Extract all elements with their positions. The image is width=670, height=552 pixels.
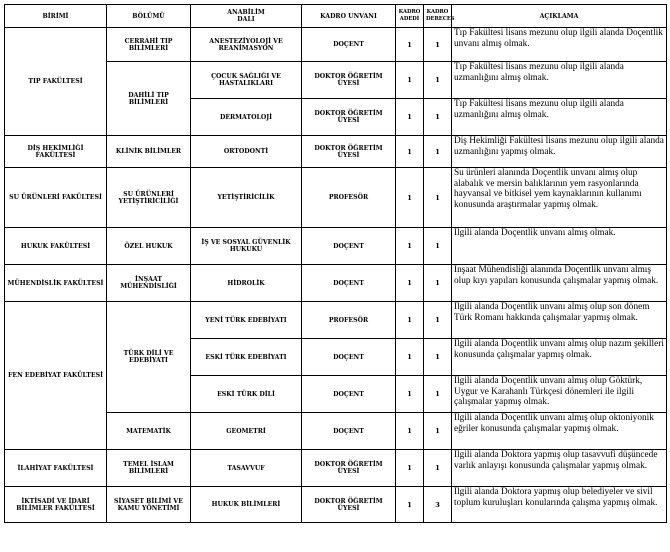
unit-cell: SU ÜRÜNLERİ FAKÜLTESİ [5, 168, 107, 228]
header-anabilim-dali [191, 5, 302, 28]
header-anabilim-line2: DALI [237, 16, 255, 23]
kadro-derecesi-cell: 1 [424, 28, 452, 62]
department-cell: İNŞAAT MÜHENDİSLİĞİ [107, 265, 191, 302]
aciklama-cell: Su ürünleri alanında Doçentlik unvanı almış olup alabalık ve mersin balıklarının yem rasyonlarında hayvansal ve bitkisel yem kaynaklarının kullanımı konusunda araştırmalar yapmış olmak. [452, 168, 667, 228]
aciklama-cell: İlgili alanda Doçentlik unvanı almış olup oktoniyonik eğriler konusunda çalışmalar yapmış olmak. [452, 413, 667, 450]
anabilim-cell: ÇOCUK SAĞLIĞI VE HASTALIKLARI [191, 62, 302, 99]
kadro-unvani-cell: DOKTOR ÖĞRETİM ÜYESİ [302, 487, 396, 523]
header-row [5, 5, 667, 28]
table-row [5, 265, 667, 302]
kadro-adedi-cell: 1 [396, 228, 424, 265]
table-row [5, 136, 667, 168]
kadro-adedi-cell: 1 [396, 339, 424, 376]
kadro-unvani-cell: DOKTOR ÖĞRETİM ÜYESİ [302, 99, 396, 136]
kadro-derecesi-cell: 1 [424, 376, 452, 413]
kadro-unvani-cell: DOÇENT [302, 339, 396, 376]
aciklama-cell: İlgili alanda Doktora yapmış olup belediyeler ve sivil toplum kuruluşları konularında çalışma yapmış olmak. [452, 487, 667, 523]
anabilim-cell: HUKUK BİLİMLERİ [191, 487, 302, 523]
department-cell: ÖZEL HUKUK [107, 228, 191, 265]
kadro-unvani-cell: DOÇENT [302, 265, 396, 302]
header-kadro-unvani: KADRO UNVANI [302, 5, 396, 28]
unit-cell: HUKUK FAKÜLTESİ [5, 228, 107, 265]
kadro-derecesi-cell: 1 [424, 136, 452, 168]
department-cell: TÜRK DİLİ VE EDEBİYATI [107, 302, 191, 413]
kadro-unvani-cell: DOÇENT [302, 376, 396, 413]
kadro-adedi-cell: 1 [396, 487, 424, 523]
kadro-adedi-cell: 1 [396, 265, 424, 302]
kadro-unvani-cell: DOÇENT [302, 28, 396, 62]
kadro-derecesi-cell: 1 [424, 450, 452, 487]
anabilim-cell: ESKİ TÜRK DİLİ [191, 376, 302, 413]
kadro-adedi-cell: 1 [396, 413, 424, 450]
kadro-derecesi-cell: 1 [424, 62, 452, 99]
kadro-unvani-cell: DOÇENT [302, 413, 396, 450]
header-kadro-derecesi-line2: DERECES [426, 16, 455, 22]
department-cell: TEMEL İSLAM BİLİMLERİ [107, 450, 191, 487]
department-cell: MATEMATİK [107, 413, 191, 450]
kadro-adedi-cell: 1 [396, 99, 424, 136]
kadro-adedi-cell: 1 [396, 450, 424, 487]
header-kadro-derecesi [424, 5, 455, 28]
table-row [5, 168, 667, 228]
aciklama-cell: İlgili alanda Doçentlik unvanı almış olup nazım şekilleri konusunda çalışmalar yapmış olmak. [452, 339, 667, 376]
anabilim-cell: ANESTEZİYOLOJİ VE REANİMASYON [191, 28, 302, 62]
kadro-unvani-cell: PROFESÖR [302, 302, 396, 339]
kadro-derecesi-cell: 1 [424, 302, 452, 339]
kadro-derecesi-cell: 1 [424, 265, 452, 302]
aciklama-cell: İlgili alanda Doçentlik unvanı almış olup son dönem Türk Romanı hakkında çalışmalar yapmış olmak. [452, 302, 667, 339]
kadro-derecesi-cell: 1 [424, 99, 452, 136]
aciklama-cell: Tıp Fakültesi lisans mezunu olup ilgili alanda uzmanlığını almış olmak. [452, 62, 667, 99]
header-kadro-adedi-line1: KADRO [398, 9, 421, 15]
unit-cell: İKTİSADİ VE İDARİ BİLİMLER FAKÜLTESİ [5, 487, 107, 523]
department-cell: SİYASET BİLİMİ VE KAMU YÖNETİMİ [107, 487, 191, 523]
kadro-unvani-cell: DOKTOR ÖĞRETİM ÜYESİ [302, 136, 396, 168]
anabilim-cell: TASAVVUF [191, 450, 302, 487]
kadro-derecesi-cell: 3 [424, 487, 452, 523]
header-aciklama: AÇIKLAMA [452, 5, 667, 28]
aciklama-cell: İlgili alanda Doçentlik unvanı almış olup Göktürk, Uygur ve Karahanlı Türkçesi dönemleri ile ilgili çalışmalar yapmış olmak. [452, 376, 667, 413]
aciklama-cell: Diş Hekimliği Fakültesi lisans mezunu olup ilgili alanda uzmanlığını yapmış olmak. [452, 136, 667, 168]
header-kadro-adedi-line2: ADEDİ [399, 16, 420, 22]
department-cell: DAHİLİ TIP BİLİMLERİ [107, 62, 191, 136]
kadro-derecesi-cell: 1 [424, 168, 452, 228]
kadro-unvani-cell: DOÇENT [302, 228, 396, 265]
header-bolumu: BÖLÜMÜ [107, 5, 191, 28]
header-birimi: BİRİMİ [5, 5, 107, 28]
anabilim-cell: ORTODONTİ [191, 136, 302, 168]
unit-cell: FEN EDEBİYAT FAKÜLTESİ [5, 302, 107, 450]
kadro-adedi-cell: 1 [396, 62, 424, 99]
aciklama-cell: İlgili alanda Doçentlik unvanı almış olmak. [452, 228, 667, 265]
kadro-adedi-cell: 1 [396, 376, 424, 413]
anabilim-cell: YETİŞTİRİCİLİK [191, 168, 302, 228]
anabilim-cell: GEOMETRİ [191, 413, 302, 450]
kadro-adedi-cell: 1 [396, 28, 424, 62]
kadro-adedi-cell: 1 [396, 302, 424, 339]
table-row [5, 487, 667, 523]
header-kadro-adedi [396, 5, 424, 28]
kadro-adedi-cell: 1 [396, 136, 424, 168]
staff-position-table [4, 4, 667, 523]
department-cell: KLİNİK BİLİMLER [107, 136, 191, 168]
aciklama-cell: İlgili alanda Doktora yapmış olup tasavvufi düşüncede varlık anlayışı konusunda çalışmalar yapmış olmak. [452, 450, 667, 487]
kadro-unvani-cell: PROFESÖR [302, 168, 396, 228]
kadro-derecesi-cell: 1 [424, 413, 452, 450]
unit-cell: DİŞ HEKİMLİĞİ FAKÜLTESİ [5, 136, 107, 168]
anabilim-cell: YENİ TÜRK EDEBİYATI [191, 302, 302, 339]
aciklama-cell: Tıp Fakültesi lisans mezunu olup ilgili alanda uzmanlığını almış olmak. [452, 99, 667, 136]
anabilim-cell: HİDROLİK [191, 265, 302, 302]
table-row [5, 228, 667, 265]
unit-cell: İLAHİYAT FAKÜLTESİ [5, 450, 107, 487]
kadro-derecesi-cell: 1 [424, 339, 452, 376]
unit-cell: TIP FAKÜLTESİ [5, 28, 107, 136]
department-cell: SU ÜRÜNLERİ YETİŞTİRİCİLİĞİ [107, 168, 191, 228]
anabilim-cell: DERMATOLOJİ [191, 99, 302, 136]
kadro-unvani-cell: DOKTOR ÖĞRETİM ÜYESİ [302, 62, 396, 99]
kadro-derecesi-cell: 1 [424, 228, 452, 265]
table-row [5, 28, 667, 62]
kadro-adedi-cell: 1 [396, 168, 424, 228]
header-anabilim-line1: ANABİLİM [227, 9, 265, 16]
header-kadro-derecesi-line1: KADRO [426, 9, 449, 15]
kadro-unvani-cell: DOKTOR ÖĞRETİM ÜYESİ [302, 450, 396, 487]
anabilim-cell: ESKİ TÜRK EDEBİYATI [191, 339, 302, 376]
table-row [5, 302, 667, 339]
aciklama-cell: Tıp Fakültesi lisans mezunu olup ilgili alanda Doçentlik unvanı almış olmak. [452, 28, 667, 62]
anabilim-cell: İŞ VE SOSYAL GÜVENLİK HUKUKU [191, 228, 302, 265]
unit-cell: MÜHENDİSLİK FAKÜLTESİ [5, 265, 107, 302]
staff-position-table-container [4, 4, 666, 523]
department-cell: CERRAHİ TIP BİLİMLERİ [107, 28, 191, 62]
aciklama-cell: İnşaat Mühendisliği alanında Doçentlik unvanı almış olup kıyı yapıları konusunda çalışmalar yapmış olmak. [452, 265, 667, 302]
table-row [5, 450, 667, 487]
